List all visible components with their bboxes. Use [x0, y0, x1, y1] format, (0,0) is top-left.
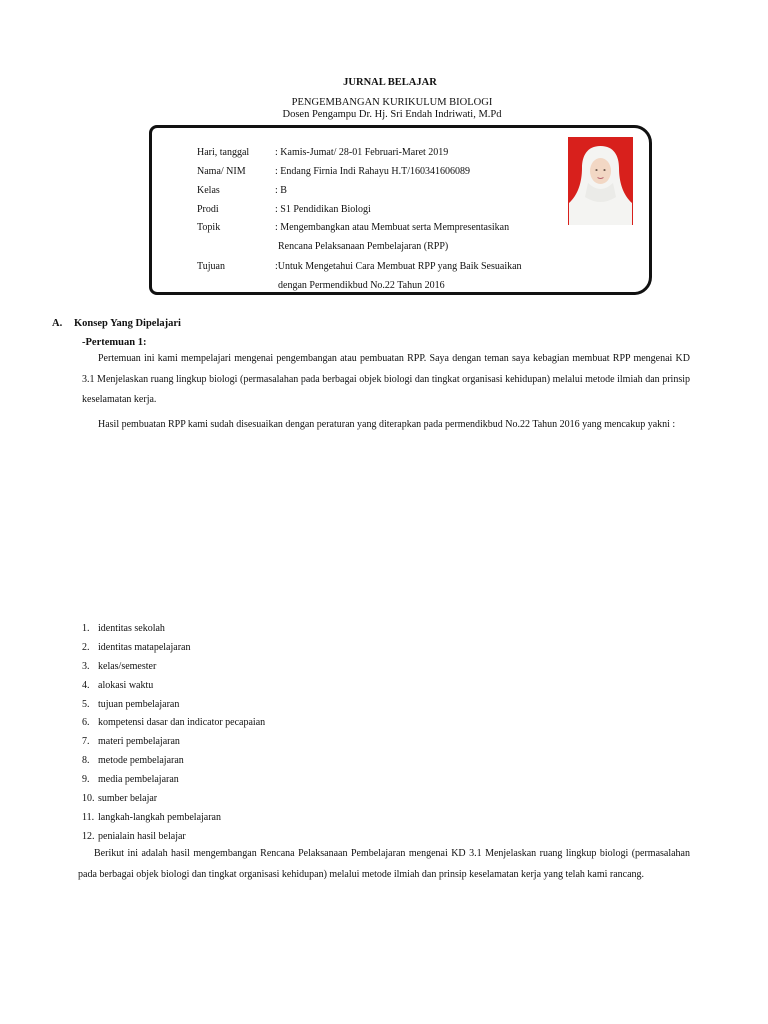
list-item	[82, 696, 265, 715]
section-title: Konsep Yang Dipelajari	[74, 318, 181, 329]
section-heading	[52, 318, 181, 329]
portrait-illustration	[568, 137, 633, 225]
info-label: Hari, tanggal	[197, 147, 250, 158]
list-text: langkah-langkah pembelajaran	[98, 811, 221, 823]
list-number: 2.	[82, 641, 90, 653]
paragraph-result	[82, 415, 690, 436]
document-title: JURNAL BELAJAR	[343, 77, 437, 88]
list-text: metode pembelajaran	[98, 755, 184, 767]
list-item	[82, 677, 265, 696]
list-item	[82, 771, 265, 790]
list-number: 10.	[82, 793, 95, 805]
list-item	[82, 620, 265, 639]
info-value: : Kamis-Jumat/ 28-01 Februari-Maret 2019	[275, 147, 449, 158]
list-text: sumber belajar	[98, 793, 158, 805]
info-row-class	[197, 185, 287, 196]
list-text: materi pembelajaran	[98, 736, 180, 748]
info-label: Prodi	[197, 204, 219, 215]
info-row-name	[197, 166, 470, 177]
info-row-program	[197, 204, 371, 215]
info-label: Nama/ NIM	[197, 166, 246, 177]
list-item	[82, 752, 265, 771]
list-text: tujuan pembelajaran	[98, 698, 180, 710]
info-row-goal	[197, 261, 522, 272]
list-text: kelas/semester	[98, 660, 157, 672]
paragraph-text: Pertemuan ini kami mempelajari mengenai pengembangan atau pembuatan RPP. Saya dengan teman saya kebagian membuat RPP mengenai KD 3.1 Menjelaskan ruang lingkup biologi (permasalahan pada berbagai objek biologi dan tingkat organisasi kehidupan) melalui metode ilmiah dan prinsip keselamatan kerja.	[82, 353, 690, 405]
list-number: 1.	[82, 623, 90, 634]
info-value: :Untuk Mengetahui Cara Membuat RPP yang Baik Sesuaikan	[275, 261, 522, 272]
list-number: 3.	[82, 660, 90, 672]
list-number: 7.	[82, 736, 90, 748]
list-item	[82, 714, 265, 733]
info-value: : S1 Pendidikan Biologi	[275, 204, 371, 215]
paragraph-text: Hasil pembuatan RPP kami sudah disesuaikan dengan peraturan yang diterapkan pada permendikbud No.22 Tahun 2016 yang mencakup yakni :	[98, 419, 676, 430]
list-number: 4.	[82, 679, 90, 691]
list-number: 5.	[82, 698, 90, 710]
list-text: kompetensi dasar dan indicator pecapaian	[98, 717, 266, 729]
info-label: Topik	[197, 222, 221, 233]
info-value: : B	[275, 185, 287, 196]
lecturer-line: Dosen Pengampu Dr. Hj. Sri Endah Indriwati, M.Pd	[282, 109, 502, 120]
course-subtitle: PENGEMBANGAN KURIKULUM BIOLOGI	[291, 97, 493, 108]
list-text: alokasi waktu	[98, 679, 154, 691]
info-label: Kelas	[197, 185, 220, 196]
list-item	[82, 658, 265, 677]
info-label: Tujuan	[197, 261, 225, 272]
section-marker: A.	[52, 318, 63, 329]
list-text: penialain hasil belajar	[98, 830, 186, 842]
list-number: 8.	[82, 755, 90, 767]
info-value: : Mengembangkan atau Membuat serta Mempresentasikan	[275, 222, 510, 233]
meeting-heading: -Pertemuan 1:	[82, 337, 147, 348]
info-row-topic	[197, 222, 510, 233]
list-text: identitas matapelajaran	[98, 641, 191, 653]
list-item	[82, 733, 265, 752]
info-value: : Endang Firnia Indi Rahayu H.T/160341606089	[275, 166, 470, 177]
list-number: 11.	[82, 811, 95, 823]
list-text: media pembelajaran	[98, 774, 179, 786]
list-item	[82, 790, 265, 809]
list-item	[82, 639, 265, 658]
info-topic-continuation: Rencana Pelaksanaan Pembelajaran (RPP)	[278, 241, 449, 252]
list-number: 9.	[82, 774, 90, 786]
rpp-component-list	[82, 620, 265, 847]
paragraph-intro	[82, 349, 690, 411]
list-text: identitas sekolah	[98, 623, 165, 634]
info-row-date	[197, 147, 449, 158]
paragraph-closing	[78, 844, 690, 885]
list-number: 12.	[82, 830, 95, 842]
paragraph-text: Berikut ini adalah hasil mengembangan Rencana Pelaksanaan Pembelajaran mengenai KD 3.1 Menjelaskan ruang lingkup biologi (permasalahan pada berbagai objek biologi dan tingkat organisasi kehidupan) melalui metode ilmiah dan prinsip keselamatan kerja yang telah kami rancang.	[78, 848, 690, 880]
student-photo	[568, 137, 633, 225]
list-item	[82, 809, 265, 828]
list-number: 6.	[82, 717, 90, 729]
info-goal-continuation: dengan Permendikbud No.22 Tahun 2016	[278, 280, 445, 291]
